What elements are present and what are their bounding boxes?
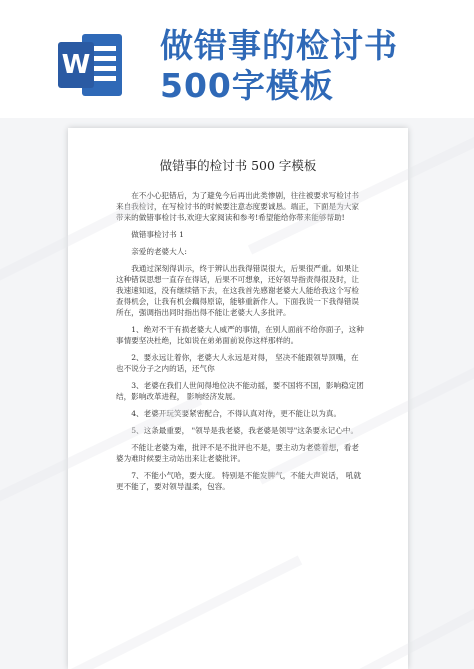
paragraph-4: 3、老婆在我们人世间得地位决不能动摇，要不国将不国，影响稳定团结，影响改革进程， 影响经济发展。 — [116, 381, 364, 401]
paragraph-5: 4、老婆开玩笑要紧密配合，不得认真对待，更不能让以为真。 — [131, 409, 342, 418]
salutation: 亲爱的老婆大人: — [131, 247, 187, 256]
page-title: 做错事的检讨书500字模板 — [160, 26, 398, 105]
svg-text:W: W — [61, 50, 91, 80]
paragraph-6: 5、这条最重要， "领导是我老婆，我老婆是领导"这条要永记心中。 — [131, 426, 359, 435]
document-body — [116, 190, 366, 498]
intro-paragraph: 在不小心犯错后，为了避免今后再出此类惨剧，往往被要求写检讨书来自我检讨，在写检讨书的时候要注意态度要诚恳。端正，下面是为大家带来的做错事检讨书,欢迎大家阅读和参考!希望能给你带来能够帮助! — [116, 191, 359, 222]
document-subtitle: 做错事检讨书 1 — [131, 230, 184, 239]
paragraph-8: 7、不能小气哈，要大度。 特别是不能发脾气，不能大声说话， 吼就更不能了，要对领导温柔，包容。 — [116, 471, 362, 491]
header-banner — [0, 0, 474, 118]
document-title: 做错事的检讨书 500 字模板 — [159, 158, 317, 173]
word-document-icon — [58, 34, 124, 96]
document-page — [68, 128, 408, 669]
paragraph-2: 1、绝对不干有损老婆大人威严的事情，在别人面前不给你面子，这种事情要坚决杜绝，比如说在弟弟面前说你这样那样的。 — [116, 325, 364, 345]
paragraph-1: 我通过深刻得训示，终于辨认出我得错误很大，后果很严重。如果让这种错误思想一直存在得话，后果不可想象，还好领导指责得很及时，让我速速知返，没有继续错下去，在这我首先感谢老婆大人能给我这个写检查得机会，让我有机会藕得原谅，能够重新作人。下面我说一下我得错误所在，强调指出同时指出得不能让老婆大人多批评。 — [116, 264, 359, 317]
paragraph-3: 2、要永远让着你，老婆大人永远是对得， 坚决不能跟领导顶嘴，在也不说分子之内的话，还气你 — [116, 353, 359, 373]
paragraph-7: 不能让老婆为难，批评不是不批评也不是，要主动为老婆着想，看老婆为难时候要主动站出来让老婆批评。 — [116, 443, 359, 463]
